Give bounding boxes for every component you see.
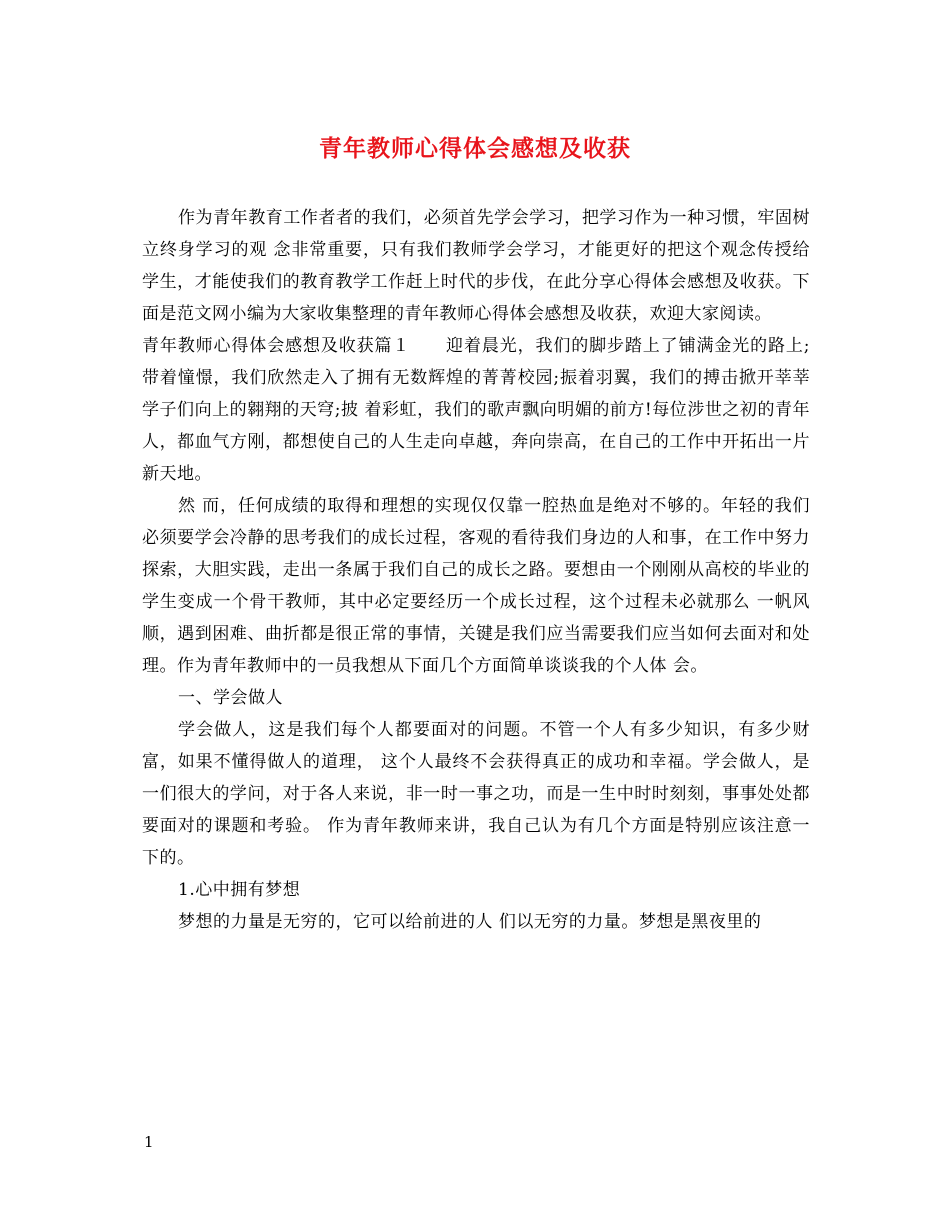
subheading-have-a-dream: 1.心中拥有梦想: [178, 880, 301, 900]
paragraph-section-1: 青年教师心得体会感想及收获篇１ 迎着晨光，我们的脚步踏上了铺满金光的路上;带着憧憬，我们欣然走入了拥有无数辉煌的菁菁校园;振着羽翼，我们的搏击掀开莘莘学子们向上的翱翔的天穹;披 着彩虹，我们的歌声飘向明媚的前方!每位涉世之初的青年人，都血气方刚，都想使自己的人生走向卓越，奔向崇高，在自己的工作中开拓出一片新天地。: [142, 336, 810, 484]
paragraph-learn-to-be-human: 学会做人，这是我们每个人都要面对的问题。不管一个人有多少知识，有多少财富，如果不懂得做人的道理， 这个人最终不会获得真正的成功和幸福。学会做人，是一们很大的学问，对于各人来说，非一时一事之功，而是一生中时时刻刻，事事处处都要面对的课题和考验。 作为青年教师来讲，我自己认为有几个方面是特别应该注意一下的。: [142, 720, 810, 868]
paragraph-intro: 作为青年教育工作者者的我们，必须首先学会学习，把学习作为一种习惯，牢固树立终身学习的观 念非常重要，只有我们教师学会学习，才能更好的把这个观念传授给学生，才能使我们的教育教学工作赶上时代的步伐，在此分享心得体会感想及收获。下面是范文网小编为大家收集整理的青年教师心得体会感想及收获，欢迎大家阅读。: [142, 208, 810, 324]
section-heading-learn-to-be-human: 一、学会做人: [178, 688, 283, 708]
paragraph-dream: 梦想的力量是无穷的，它可以给前进的人 们以无穷的力量。梦想是黑夜里的: [178, 912, 762, 932]
document-body: [142, 202, 810, 938]
page-number: 1: [144, 1133, 154, 1151]
document-title: 青年教师心得体会感想及收获: [319, 135, 631, 162]
paragraph-however: 然 而，任何成绩的取得和理想的实现仅仅靠一腔热血是绝对不够的。年轻的我们必须要学会冷静的思考我们的成长过程，客观的看待我们身边的人和事，在工作中努力 探索，大胆实践，走出一条属于我们自己的成长之路。要想由一个刚刚从高校的毕业的学生变成一个骨干教师，其中必定要经历一个成长过程，这个过程未必就那么 一帆风顺，遇到困难、曲折都是很正常的事情，关键是我们应当需要我们应当如何去面对和处理。作为青年教师中的一员我想从下面几个方面简单谈谈我的个人体 会。: [142, 496, 810, 676]
